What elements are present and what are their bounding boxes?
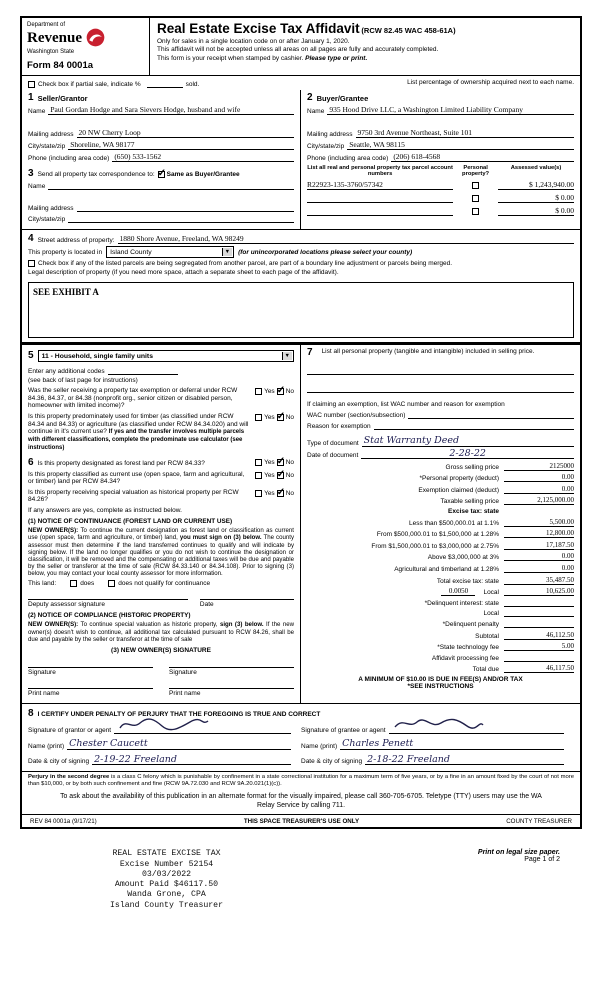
deputy-date-line[interactable] [200, 599, 294, 608]
form-header [22, 18, 580, 76]
corr-name-field[interactable] [48, 181, 294, 190]
seller-name-field[interactable]: Paul Gordan Hodge and Sara Sievers Hodge, husband and wife [48, 105, 294, 115]
section6-number: 6 [28, 456, 34, 468]
tier1-field[interactable]: 5,500.00 [504, 518, 574, 527]
stamp-line: Excise Number 52154 [119, 859, 214, 869]
s6q3-yes-checkbox[interactable] [255, 490, 262, 497]
personal-property-blank-1[interactable] [307, 366, 574, 375]
no-label: No [285, 471, 294, 479]
affidavit-processing-fee-label: Affidavit processing fee [431, 654, 499, 662]
s6q1-no-checkbox[interactable] [277, 459, 284, 466]
header-note-3: This form is your receipt when stamped by cashier. [157, 54, 304, 62]
delinquent-penalty-label: *Delinquent penalty [442, 620, 499, 628]
new-owner-signature-line-2[interactable] [169, 667, 294, 676]
grantor-signature-field[interactable] [114, 725, 291, 734]
yes-label: Yes [264, 489, 275, 497]
revenue-brand: Revenue [27, 30, 82, 46]
buyer-heading: Buyer/Grantee [316, 93, 369, 103]
perjury-statement [22, 771, 580, 790]
current-use-question: Is this property classified as current use (open space, farm and agricultural, or timber) land per RCW 84.34? [28, 470, 245, 486]
grantor-signature-squiggle [116, 717, 211, 730]
s6q2-no-checkbox[interactable] [277, 472, 284, 479]
perjury-lead: Perjury in the second degree [28, 774, 110, 781]
dor-logo-icon [86, 28, 105, 49]
stamp-line: Amount Paid $46117.50 [114, 880, 219, 890]
no-label: No [285, 489, 294, 497]
segregated-label: Check box if any of the listed parcels are being segregated from another parcel, are part of a boundary line adjustment or parcels being merged. [38, 260, 453, 267]
seller-heading: Seller/Grantor [37, 93, 88, 103]
grantee-name-print-field[interactable]: Charles Penett [340, 739, 564, 750]
tier1-label: Less than $500,000.01 at 1.1% [409, 519, 499, 527]
grantor-signature-block [28, 723, 301, 767]
assessed-value-col-header: Assessed value(s) [510, 165, 562, 171]
new-owners-signature-title: (3) NEW OWNER(S) SIGNATURE [111, 647, 211, 655]
chevron-down-icon: ▼ [282, 352, 292, 360]
grantor-name-print-field[interactable]: Chester Caucett [67, 739, 291, 750]
new-owner-signature-line-1[interactable] [28, 667, 153, 676]
gross-selling-price-label: Gross selling price [445, 463, 499, 471]
signature-label: Signature [169, 669, 197, 677]
personal-property-col-header: Personal property? [462, 165, 490, 177]
date-of-document-field[interactable]: 2-28-22 [361, 449, 574, 460]
affidavit-processing-fee-field[interactable] [504, 654, 574, 662]
partial-sale-label: Check box if partial sale, indicate % [38, 81, 141, 88]
q1-no-checkbox[interactable] [277, 388, 284, 395]
street-address-field[interactable]: 1880 Shore Avenue, Freeland, WA 98249 [118, 234, 574, 244]
stamp-line: 03/03/2022 [141, 869, 192, 879]
delinquent-interest-local-field[interactable] [504, 609, 574, 617]
type-of-document-field[interactable]: Stat Warranty Deed [362, 436, 574, 447]
parcel-number-field[interactable] [307, 202, 453, 203]
new-owners-lead: NEW OWNER(S): [28, 621, 79, 629]
wac-number-field[interactable] [408, 410, 574, 419]
section5-number: 5 [28, 350, 34, 361]
dept-of-label: Department of [27, 22, 66, 28]
section3-number: 3 [28, 168, 34, 179]
new-owner-print-line-1[interactable] [28, 688, 153, 697]
grantee-signature-block [301, 723, 574, 767]
total-due-field[interactable]: 46,117.50 [504, 664, 574, 673]
legal-description-box[interactable] [28, 282, 574, 338]
seller-name-label: Name [28, 108, 46, 115]
tier4-field[interactable]: 0.00 [504, 552, 574, 561]
personal-property-deduct-field[interactable]: 0.00 [504, 473, 574, 482]
personal-property-checkbox[interactable] [472, 208, 479, 215]
certify-statement: I CERTIFY UNDER PENALTY OF PERJURY THAT THE FOREGOING IS TRUE AND CORRECT [37, 710, 321, 718]
header-note-1: Only for sales in a single location code on or after January 1, 2020. [157, 37, 350, 45]
tier3-label: From $1,500,000.01 to $3,000,000 at 2.75% [371, 542, 499, 550]
section8 [22, 703, 580, 771]
tier2-field[interactable]: 12,800.00 [504, 529, 574, 538]
section4-number: 4 [28, 233, 34, 244]
county-select[interactable] [106, 246, 234, 258]
n1-text-1: To continue the current designation as forest land or classification as current use (open space, farm and agriculture, or timber) land, [28, 527, 294, 542]
exemption-claimed-field[interactable]: 0.00 [504, 485, 574, 494]
personal-property-checkbox[interactable] [472, 195, 479, 202]
grantee-date-city-label: Date & city of signing [301, 758, 363, 766]
additional-codes-label: Enter any additional codes [28, 368, 105, 375]
revenue-logo-block [22, 18, 150, 75]
wac-number-label: WAC number (section/subsection) [307, 412, 406, 419]
print-note-block [478, 849, 560, 911]
corr-name-label: Name [28, 183, 46, 190]
tier4-label: Above $3,000,000 at 3% [427, 554, 499, 562]
type-or-print-note: Please type or print. [305, 54, 368, 62]
historical-question: Is this property receiving special valuation as historical property per RCW 84.26? [28, 488, 239, 504]
type-of-document-label: Type of document [307, 439, 359, 447]
buyer-phone-field[interactable]: (206) 618-4568 [391, 152, 574, 162]
county-note: (for unincorporated locations please select your county) [238, 248, 413, 256]
alternate-format-note: To ask about the availability of this publication in an alternate format for the visually impaired, please call 360-705-6705. Teletype (TTY) users may use the WA Relay Service by calling 711. [60, 793, 542, 809]
exemption-deferral-question: Was the seller receiving a property tax exemption or deferral under RCW 84.36, 84.37, or 84.38 (nonprofit org., senior citizen or disabled person, homeowner with limited income)? [28, 387, 238, 410]
total-excise-state-field[interactable]: 35,487.50 [504, 576, 574, 585]
s6q1-yes-checkbox[interactable] [255, 459, 262, 466]
q1-yes-checkbox[interactable] [255, 388, 262, 395]
additional-codes-note: (see back of last page for instructions) [28, 377, 138, 384]
street-address-label: Street address of property: [37, 237, 115, 244]
local-tax-field[interactable]: 10,625.00 [504, 587, 574, 596]
personal-property-list-label: List all personal property (tangible and intangible) included in selling price. [321, 348, 535, 355]
grantor-date-city-label: Date & city of signing [28, 758, 90, 766]
deputy-assessor-signature-line[interactable] [28, 599, 188, 608]
notice-continuance-body [28, 527, 294, 577]
does-checkbox[interactable] [70, 580, 77, 587]
new-owner-print-line-2[interactable] [169, 688, 294, 697]
stamp-line: REAL ESTATE EXCISE TAX [112, 849, 221, 859]
date-label: Date [199, 601, 214, 609]
subtotal-field[interactable]: 46,112.50 [504, 631, 574, 640]
delinquent-interest-local-label: Local [483, 610, 499, 618]
q2-no-checkbox[interactable] [277, 414, 284, 421]
delinquent-interest-state-label: *Delinquent interest: state [424, 599, 499, 607]
parties-region [22, 90, 580, 229]
parcel-table-header [307, 165, 574, 177]
section1-number: 1 [28, 92, 34, 103]
if-yes-note: If any answers are yes, complete as instructed below. [28, 507, 182, 515]
gross-selling-price-field[interactable]: 2125000 [504, 462, 574, 471]
form-title: Real Estate Excise Tax Affidavit [157, 21, 360, 36]
state-technology-fee-field[interactable]: 5.00 [504, 642, 574, 651]
segregated-checkbox[interactable] [28, 260, 35, 267]
rev-number: REV 84 0001a (9/17/21) [30, 817, 97, 825]
buyer-mail-field[interactable]: 9750 3rd Avenue Northeast, Suite 101 [356, 128, 574, 138]
n1-text-2: The county assessor must then determine if the land transferred continues to qualify and will indicate by signing below. If the land no longer qualifies or you do not wish to continue the designation or classification, it will be removed and the compensating or additional taxes will be due and payable by the seller or transferor at the time of sale (RCW 84.33.140 or 84.34.108). Prior to signing (3) below, you may contact your local county assessor for more information. [28, 534, 295, 578]
partial-sale-percent-field[interactable] [147, 79, 183, 88]
form-rcw: (RCW 82.45 WAC 458-61A) [361, 26, 456, 35]
partial-sale-checkbox[interactable] [28, 81, 35, 88]
buyer-mail-label: Mailing address [307, 131, 353, 138]
corr-mail-label: Mailing address [28, 205, 74, 212]
ownership-percentage-note: List percentage of ownership acquired next to each name. [407, 79, 574, 86]
local-rate-field[interactable]: 0.0050 [441, 587, 475, 596]
excise-tax-state-header: Excise tax: state [448, 507, 499, 515]
buyer-city-field[interactable]: Seattle, WA 98115 [347, 140, 574, 150]
buyer-name-field[interactable]: 935 Hood Drive LLC, a Washington Limited Liability Company [327, 105, 574, 115]
seller-city-label: City/state/zip [28, 143, 66, 150]
seller-mail-label: Mailing address [28, 131, 74, 138]
grantee-name-print-label: Name (print) [301, 742, 338, 750]
exemption-note: If claiming an exemption, list WAC number and reason for exemption [307, 401, 505, 408]
grantee-signature-field[interactable] [389, 725, 564, 734]
buyer-phone-label: Phone (including area code) [307, 155, 389, 162]
assessed-value-field[interactable]: $ 0.00 [498, 193, 574, 203]
total-excise-state-label: Total excise tax: state [436, 577, 499, 585]
n2-text-2: If the new owner(s) doesn't wish to continue, all additional tax calculated pursuant to RCW 84.26, shall be due and payable by the seller or transferor at the time of sale [28, 621, 294, 643]
date-of-document-label: Date of document [307, 452, 359, 459]
see-instructions-note: *SEE INSTRUCTIONS [407, 683, 474, 691]
correspondence-label: Send all property tax correspondence to: [37, 170, 155, 178]
seller-city-field[interactable]: Shoreline, WA 98177 [68, 140, 294, 150]
no-label: No [285, 413, 294, 421]
notice-compliance-title: (2) NOTICE OF COMPLIANCE (HISTORIC PROPERTY) [28, 612, 191, 620]
partial-sale-row [22, 76, 580, 90]
notice-compliance-body [28, 621, 294, 643]
parcel-row [307, 180, 574, 190]
timber-question: Is this property predominately used for timber (as classified under RCW 84.34 and 84.33) or agriculture (as classified under RCW 84.34.020) and will continue in it's current use? [28, 412, 249, 436]
n2-bold-2: sign (3) below. [219, 621, 264, 629]
n2-text-1: To continue special valuation as historic property, [78, 621, 220, 629]
taxable-selling-price-label: Taxable selling price [440, 498, 499, 506]
header-note-2: This affidavit will not be accepted unless all areas on all pages are fully and accurately completed. [157, 46, 439, 54]
corr-city-label: City/state/zip [28, 216, 66, 223]
agricultural-timberland-label: Agricultural and timberland at 1.28% [394, 565, 499, 573]
same-as-buyer-checkbox[interactable] [158, 171, 165, 178]
grantor-name-print-label: Name (print) [28, 742, 65, 750]
assessed-value-field[interactable]: $ 1,243,940.00 [498, 180, 574, 190]
perjury-body: is a class C felony which is punishable by confinement in a state correctional institution for a maximum term of five years, or by a fine in an amount fixed by the court of not more than $10,000, or by both such confinement and fine (RCW 9A.72.030 and RCW 9A.20.021(1)(c)). [28, 774, 575, 788]
treasurer-space-label: THIS SPACE TREASURER'S USE ONLY [243, 817, 360, 825]
yes-label: Yes [264, 458, 275, 466]
buyer-city-label: City/state/zip [307, 143, 345, 150]
reet-affidavit-form [20, 16, 582, 829]
exemption-claimed-label: Exemption claimed (deduct) [418, 486, 499, 494]
treasurer-stamp [110, 849, 223, 911]
personal-property-blank-2[interactable] [307, 384, 574, 393]
state-technology-fee-label: *State technology fee [437, 644, 499, 652]
new-owners-lead: NEW OWNER(S): [28, 527, 79, 535]
reason-exemption-field[interactable] [374, 421, 574, 430]
below-form-area [0, 829, 600, 911]
personal-property-deduct-label: *Personal property (deduct) [419, 475, 499, 483]
taxable-selling-price-field[interactable]: 2,125,000.00 [504, 496, 574, 505]
additional-codes-field[interactable] [108, 366, 178, 375]
timber-question-bold: If yes and the transfer involves multiple parcels with different classifications, complete the predominate use calculator (see instructions) [28, 429, 245, 452]
signature-label: Signature [28, 669, 56, 677]
yes-label: Yes [264, 388, 275, 395]
county-treasurer-label: COUNTY TREASURER [506, 817, 572, 825]
grantor-date-city-field[interactable]: 2-19-22 Freeland [92, 755, 291, 766]
s6q3-no-checkbox[interactable] [277, 490, 284, 497]
legal-description-value: SEE EXHIBIT A [33, 287, 99, 297]
print-name-label: Print name [169, 690, 201, 698]
assessed-value-field[interactable]: $ 0.00 [498, 206, 574, 216]
subtotal-label: Subtotal [475, 632, 499, 640]
tier2-label: From $500,000.01 to $1,500,000 at 1.28% [376, 531, 499, 539]
washington-state-label: Washington State [27, 49, 75, 55]
grantor-signature-label: Signature of grantor or agent [28, 727, 112, 735]
located-in-label: This property is located in [28, 248, 103, 256]
section8-number: 8 [28, 708, 34, 720]
seller-column [22, 90, 301, 229]
grantee-date-city-field[interactable]: 2-18-22 Freeland [365, 755, 564, 766]
reason-exemption-label: Reason for exemption [307, 423, 371, 430]
legal-size-note: Print on legal size paper. [477, 849, 560, 857]
deputy-assessor-label: Deputy assessor signature [28, 601, 105, 609]
stamp-line: Wanda Grone, CPA [127, 890, 206, 900]
partial-sale-suffix: sold. [185, 81, 200, 88]
right-mid-column [301, 345, 580, 703]
delinquent-interest-state-field[interactable] [504, 599, 574, 607]
title-block [150, 18, 580, 75]
section2-number: 2 [307, 92, 313, 103]
q2-yes-checkbox[interactable] [255, 414, 262, 421]
form-footer [22, 814, 580, 827]
left-mid-column [22, 345, 301, 703]
seller-mail-field[interactable]: 20 NW Cherry Loop [77, 128, 294, 138]
page-indicator: Page 1 of 2 [524, 856, 560, 864]
land-use-code-value: 11 - Household, single family units [41, 352, 153, 360]
buyer-name-label: Name [307, 108, 325, 115]
does-not-checkbox[interactable] [108, 580, 115, 587]
total-due-label: Total due [472, 666, 499, 674]
yes-label: Yes [264, 471, 275, 479]
grantee-signature-label: Signature of grantee or agent [301, 727, 386, 735]
chevron-down-icon: ▼ [222, 248, 232, 256]
corr-mail-field[interactable] [77, 203, 294, 212]
print-name-label: Print name [28, 690, 60, 698]
tier3-field[interactable]: 17,187.50 [504, 541, 574, 550]
section7-number: 7 [307, 347, 313, 358]
legal-description-label: Legal description of property (if you need more space, attach a separate sheet to each page of the affidavit). [28, 269, 339, 276]
mid-region [22, 342, 580, 703]
minimum-due-note: A MINIMUM OF $10.00 IS DUE IN FEE(S) AND/OR TAX [358, 676, 523, 684]
does-label: does [80, 580, 95, 588]
no-label: No [285, 458, 294, 466]
seller-phone-field[interactable]: (650) 533-1562 [112, 152, 294, 162]
this-land-label: This land: [28, 580, 57, 588]
local-label: Local [483, 589, 499, 597]
county-selected-value: Island County [110, 248, 152, 256]
section4 [22, 229, 580, 280]
seller-phone-label: Phone (including area code) [28, 155, 110, 162]
parcel-number-field[interactable]: R22923-135-3760/57342 [307, 180, 453, 190]
forest-land-question: Is this property designated as forest land per RCW 84.33? [37, 459, 205, 467]
parcel-row [307, 206, 574, 216]
delinquent-penalty-field[interactable] [504, 620, 574, 628]
s6q2-yes-checkbox[interactable] [255, 472, 262, 479]
notice-continuance-title: (1) NOTICE OF CONTINUANCE (FOREST LAND OR CURRENT USE) [28, 518, 233, 526]
stamp-line: Island County Treasurer [110, 900, 224, 910]
does-not-label: does not qualify for continuance [118, 580, 211, 588]
form-number: Form 84 0001a [27, 60, 94, 71]
buyer-column [301, 90, 580, 229]
grantee-signature-squiggle [391, 717, 486, 730]
personal-property-checkbox[interactable] [472, 182, 479, 189]
same-as-buyer-label: Same as Buyer/Grantee [166, 170, 240, 178]
land-use-code-select[interactable] [38, 350, 294, 362]
yes-label: Yes [264, 413, 275, 421]
n1-bold-2: you must sign on (3) below. [179, 534, 262, 542]
parcel-number-field[interactable] [307, 215, 453, 216]
parcel-col-header: List all real and personal property tax parcel account numbers [307, 165, 453, 177]
corr-city-field[interactable] [68, 214, 294, 223]
parcel-row [307, 193, 574, 203]
agricultural-timberland-field[interactable]: 0.00 [504, 564, 574, 573]
no-label: No [285, 388, 294, 395]
